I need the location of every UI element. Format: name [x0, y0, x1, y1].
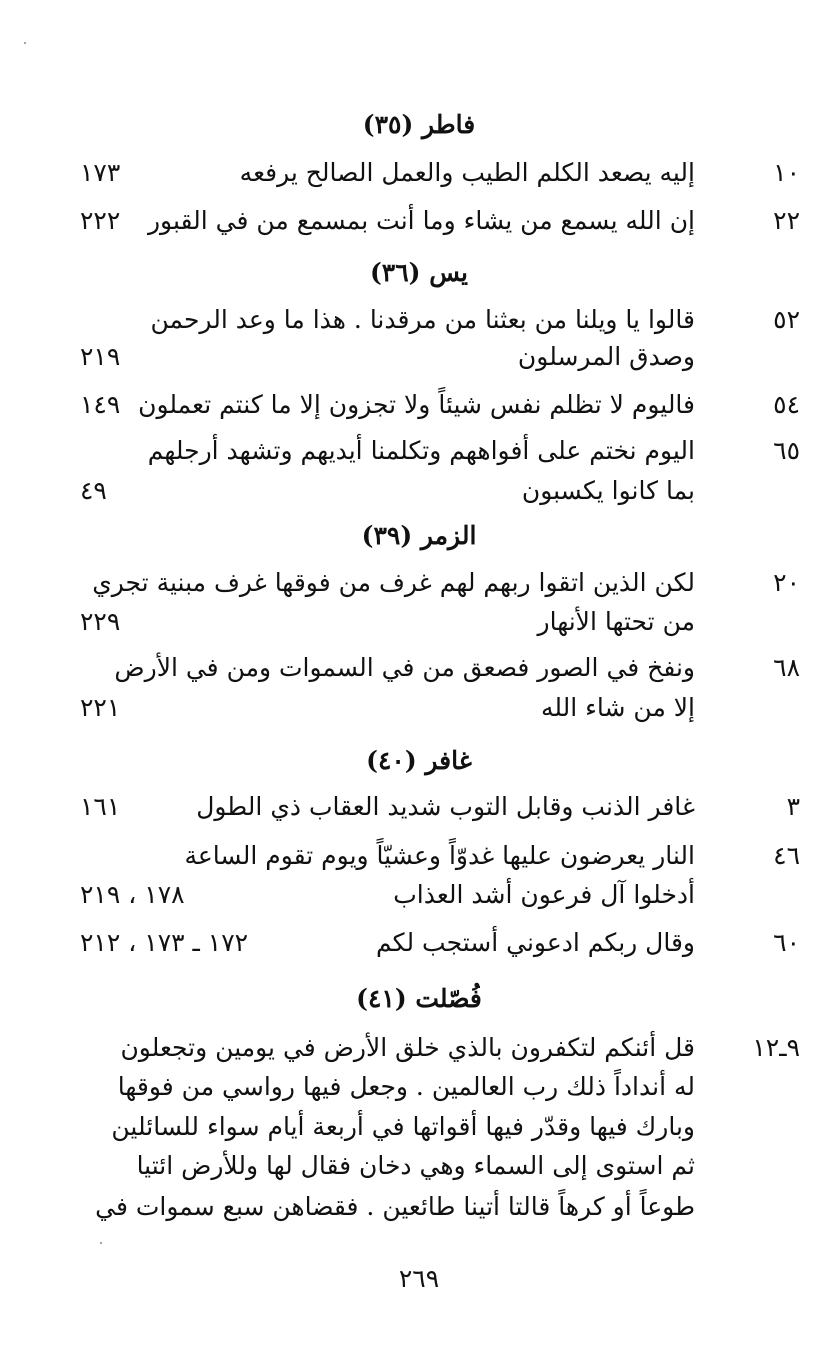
verse-number: ٥٤ [773, 390, 800, 419]
verse-line: لكن الذين اتقوا ربهم لهم غرف من فوقها غرف مبنية تجري [92, 568, 695, 597]
section-heading-ghafir: غافر (٤٠) [366, 746, 472, 775]
verse-number: ٢٠ [773, 568, 800, 597]
verse-number: ٦٥ [773, 436, 800, 465]
verse-number: ٤٦ [773, 841, 800, 870]
verse-line: وبارك فيها وقدّر فيها أقواتها في أربعة أيام سواء للسائلين [111, 1112, 695, 1141]
verse-line: ثم استوى إلى السماء وهي دخان فقال لها وللأرض ائتيا [136, 1151, 695, 1180]
verse-line: وقال ربكم ادعوني أستجب لكم [376, 928, 695, 957]
verse-line: إلا من شاء الله [540, 693, 695, 722]
verse-number: ٦٨ [773, 653, 800, 682]
section-heading-fussilat: فُصّلت (٤١) [356, 984, 482, 1013]
page-reference: ٢٢١ [80, 693, 121, 722]
verse-line: طوعاً أو كرهاً قالتا أتينا طائعين . فقضاهن سبع سموات في [95, 1192, 695, 1221]
page-reference: ٢٢٢ [80, 206, 121, 235]
section-heading-yasin: يس (٣٦) [369, 258, 469, 287]
verse-number: ٢٢ [773, 206, 800, 235]
verse-number: ٥٢ [773, 305, 800, 334]
page-number: ٢٦٩ [398, 1264, 440, 1293]
verse-line: قل أئنكم لتكفرون بالذي خلق الأرض في يومين وتجعلون [120, 1033, 695, 1062]
verse-line: له أنداداً ذلك رب العالمين . وجعل فيها رواسي من فوقها [117, 1072, 695, 1101]
page-reference: ١٤٩ [80, 390, 121, 419]
page-reference: ٢١٩ [80, 342, 121, 371]
verse-line: النار يعرضون عليها غدوّاً وعشيّاً ويوم تقوم الساعة [184, 841, 695, 870]
verse-line: من تحتها الأنهار [537, 607, 695, 636]
page-reference: ٤٩ [80, 476, 107, 505]
page-reference: ١٧٣ [80, 158, 121, 187]
scan-speck [100, 1242, 102, 1244]
verse-number: ٩ـ١٢ [752, 1033, 800, 1062]
verse-line: بما كانوا يكسبون [521, 476, 695, 505]
page-reference: ١٧٢ ـ ١٧٣ ، ٢١٢ [80, 928, 249, 957]
verse-number: ١٠ [773, 158, 800, 187]
section-heading-fatir: فاطر (٣٥) [362, 110, 476, 139]
page-reference: ١٧٨ ، ٢١٩ [80, 880, 185, 909]
verse-number: ٣ [786, 792, 800, 821]
verse-line: إليه يصعد الكلم الطيب والعمل الصالح يرفعه [239, 158, 695, 187]
verse-line: ونفخ في الصور فصعق من في السموات ومن في الأرض [114, 653, 695, 682]
scan-speck [24, 42, 26, 44]
section-heading-zumar: الزمر (٣٩) [361, 521, 477, 550]
verse-line: غافر الذنب وقابل التوب شديد العقاب ذي الطول [196, 792, 695, 821]
verse-line: إن الله يسمع من يشاء وما أنت بمسمع من في القبور [147, 206, 695, 235]
verse-number: ٦٠ [773, 928, 800, 957]
verse-line: وصدق المرسلون [517, 342, 695, 371]
verse-line: فاليوم لا تظلم نفس شيئاً ولا تجزون إلا ما كنتم تعملون [138, 390, 695, 419]
verse-line: قالوا يا ويلنا من بعثنا من مرقدنا . هذا ما وعد الرحمن [150, 305, 695, 334]
page-reference: ١٦١ [80, 792, 121, 821]
verse-line: اليوم نختم على أفواههم وتكلمنا أيديهم وتشهد أرجلهم [147, 436, 695, 465]
verse-line: أدخلوا آل فرعون أشد العذاب [393, 880, 695, 909]
page-reference: ٢٢٩ [80, 607, 121, 636]
